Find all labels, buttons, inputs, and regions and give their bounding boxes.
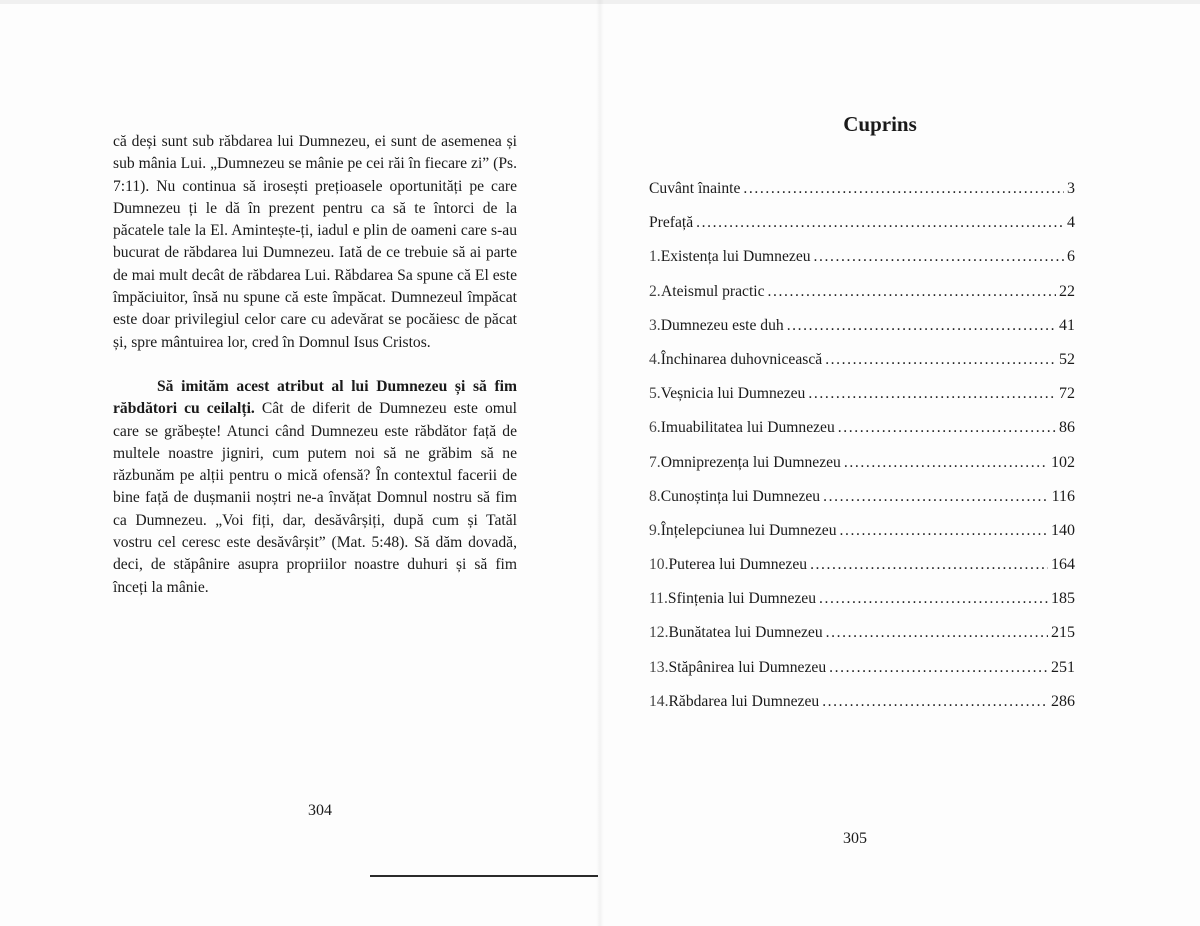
toc-entry-page: 164 xyxy=(1051,556,1075,574)
toc-dot-leader xyxy=(808,385,1056,403)
toc-entry-page: 185 xyxy=(1051,590,1075,608)
toc-entry-label: Stăpânirea lui Dumnezeu xyxy=(668,658,827,676)
toc-entry-number: 12. xyxy=(649,624,669,642)
toc-entry-label: Veșnicia lui Dumnezeu xyxy=(660,385,806,403)
toc-entry-page: 286 xyxy=(1051,692,1075,710)
toc-entry-page: 102 xyxy=(1051,453,1075,471)
toc-entry-page: 215 xyxy=(1051,624,1075,642)
toc-entry-label: Cunoștința lui Dumnezeu xyxy=(660,487,821,505)
toc-entry-page: 22 xyxy=(1059,282,1075,300)
toc-entry-page: 72 xyxy=(1059,385,1075,403)
toc-entry-page: 41 xyxy=(1059,316,1075,334)
toc-dot-leader xyxy=(822,693,1048,711)
toc-entry-number: 10. xyxy=(649,556,669,574)
toc-entry-page: 86 xyxy=(1059,419,1075,437)
toc-entry-number: 2. xyxy=(649,282,661,300)
toc-entry-number: 7. xyxy=(649,453,661,471)
toc-entry-number: 4. xyxy=(649,350,661,368)
toc-dot-leader xyxy=(696,214,1064,232)
toc-entry xyxy=(649,454,1075,488)
toc-entry-number: 6. xyxy=(649,419,661,437)
toc-dot-leader xyxy=(826,624,1048,642)
right-page xyxy=(600,0,1200,926)
toc-dot-leader xyxy=(814,248,1064,266)
toc-entry xyxy=(649,351,1075,385)
toc-dot-leader xyxy=(844,454,1048,472)
toc-entry xyxy=(649,248,1075,282)
toc-entry xyxy=(649,385,1075,419)
toc-entry-page: 140 xyxy=(1051,521,1075,539)
toc-entry-label: Existența lui Dumnezeu xyxy=(660,248,811,266)
toc-entry xyxy=(649,522,1075,556)
toc-entry xyxy=(649,214,1075,248)
toc-entry-label: Cuvânt înainte xyxy=(649,180,741,197)
page-number-left: 304 xyxy=(308,802,332,819)
toc-entry-label: Imuabilitatea lui Dumnezeu xyxy=(660,419,835,437)
toc-entry xyxy=(649,659,1075,693)
toc-entry-number: 11. xyxy=(649,590,668,608)
toc-entry-number: 9. xyxy=(649,521,661,539)
toc-entry xyxy=(649,180,1075,214)
toc-entry-label: Dumnezeu este duh xyxy=(660,316,784,334)
toc-entry-page: 116 xyxy=(1051,487,1075,505)
toc-dot-leader xyxy=(787,317,1056,335)
toc-dot-leader xyxy=(819,590,1048,608)
toc-entry xyxy=(649,317,1075,351)
left-page-text xyxy=(113,131,517,599)
paragraph-continuation: Cât de diferit de Dumnezeu este omul care se grăbește! Atunci când Dumnezeu este răbdător față de multele noastre jigniri, cum putem noi să ne grăbim să ne răzbunăm pe alții pentru o mică ofensă? În contextul facerii de bine față de dușmanii noștri ne-a învățat Domnul nostru să fim ca Dumnezeu. „Voi fiți, dar, desăvârșiți, după cum și Tatăl vostru cel ceresc este desăvârșit” (Mat. 5:48). Să dăm dovadă, deci, de stăpânire asupra propriilor noastre duhuri și să fim înceți la mânie. xyxy=(113,400,518,596)
toc-entry-page: 3 xyxy=(1067,180,1075,197)
toc-entry xyxy=(649,283,1075,317)
page-number-right: 305 xyxy=(843,830,867,847)
toc-dot-leader xyxy=(823,488,1049,506)
toc-dot-leader xyxy=(840,522,1049,540)
toc-entry-number: 13. xyxy=(649,658,669,676)
toc-entry-number: 5. xyxy=(649,385,661,403)
toc-entry-number: 1. xyxy=(649,248,661,266)
toc-entry-label: Înțelepciunea lui Dumnezeu xyxy=(660,521,837,539)
body-paragraph: că deși sunt sub răbdarea lui Dumnezeu, ei sunt de asemenea și sub mânia Lui. „Dumnezeu se mânie pe cei răi în fiecare zi” (Ps. 7:11). Nu continua să irosești prețioasele oportunități pe care Dumnezeu ți le dă în prezent pentru ca să te întorci de la păcatele tale la El. Amintește-ți, iadul e plin de oameni care s-au bucurat de răbdarea lui Dumnezeu. Iată de ce trebuie să ai parte de mai mult decât de răbdarea Lui. Răbdarea Sa spune că El este împăciuitor, însă nu spune că este împăcat. Dumnezeul împăcat este doar privilegiul celor care cu adevărat se pocăiesc de păcat și, spre mântuirea lor, cred în Domnul Isus Cristos. xyxy=(113,133,517,351)
scan-edge-line xyxy=(370,875,598,877)
toc-entry-label: Omniprezența lui Dumnezeu xyxy=(660,453,841,471)
toc-dot-leader xyxy=(810,556,1048,574)
toc-entry-label: Închinarea duhovnicească xyxy=(660,350,823,368)
toc-entry-page: 52 xyxy=(1059,350,1075,368)
toc-entry-number: 14. xyxy=(649,692,669,710)
bold-lead-sentence: Să imităm acest atribut al lui Dumnezeu și să fim răbdători cu ceilalți. xyxy=(113,377,517,418)
toc-entry-number: 3. xyxy=(649,316,661,334)
toc-dot-leader xyxy=(838,419,1056,437)
toc-entry-number: 8. xyxy=(649,487,661,505)
toc-entry xyxy=(649,556,1075,590)
toc-entry xyxy=(649,693,1075,727)
toc-title: Cuprins xyxy=(843,112,917,136)
toc-entry-page: 4 xyxy=(1067,214,1075,232)
toc-entry-page: 6 xyxy=(1067,248,1075,266)
toc-entry xyxy=(649,419,1075,453)
toc-dot-leader xyxy=(825,351,1056,369)
toc-dot-leader xyxy=(829,659,1048,677)
table-of-contents xyxy=(649,180,1075,727)
toc-entry xyxy=(649,488,1075,522)
toc-entry-label: Puterea lui Dumnezeu xyxy=(668,556,808,574)
toc-entry xyxy=(649,590,1075,624)
toc-entry-label: Răbdarea lui Dumnezeu xyxy=(668,692,820,710)
toc-entry-label: Sfințenia lui Dumnezeu xyxy=(667,590,817,608)
toc-entry xyxy=(649,624,1075,658)
toc-entry-page: 251 xyxy=(1051,658,1075,676)
toc-dot-leader xyxy=(768,283,1056,301)
toc-entry-label: Bunătatea lui Dumnezeu xyxy=(668,624,823,642)
toc-entry-label: Ateismul practic xyxy=(661,282,765,300)
toc-dot-leader xyxy=(743,180,1064,198)
toc-entry-label: Prefață xyxy=(649,214,694,232)
body-paragraph-exhortation xyxy=(113,376,517,599)
